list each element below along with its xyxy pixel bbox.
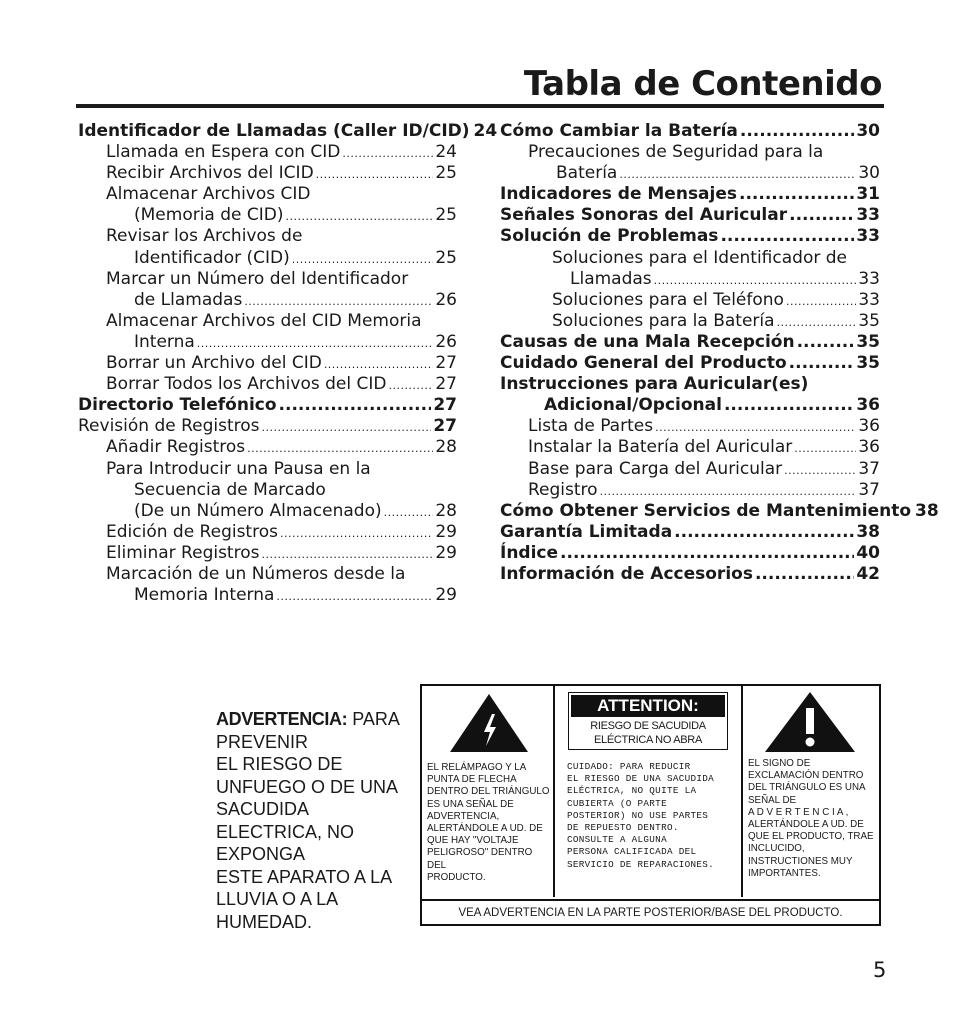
warning-line: PARA — [352, 709, 400, 729]
toc-entry-title: Lista de Partes — [528, 416, 654, 437]
toc-entry-page: 26 — [435, 331, 457, 352]
toc-entry — [500, 184, 880, 205]
caution-text-line: EL SIGNO DE — [748, 758, 811, 769]
toc-entry-title: Registro — [528, 479, 598, 500]
toc-entry-title: Para Introducir una Pausa en la — [106, 458, 371, 479]
toc-dot-leader — [789, 353, 855, 374]
toc-entry — [78, 480, 457, 501]
caution-text-line: CUBIERTA (O PARTE — [567, 797, 667, 809]
warning-line: ELECTRICA, NO — [216, 821, 355, 842]
toc-entry — [78, 585, 457, 606]
toc-dot-leader — [342, 143, 433, 164]
toc-entry-title: Información de Accesorios — [500, 563, 753, 584]
toc-entry — [500, 121, 880, 142]
toc-entry — [78, 437, 457, 458]
toc-entry-title: Adicional/Opcional — [544, 395, 722, 416]
toc-entry-title: Soluciones para el Identificador de — [552, 247, 847, 268]
toc-entry — [500, 522, 880, 543]
toc-entry-page: 30 — [858, 163, 880, 184]
toc-entry-title: Soluciones para la Batería — [552, 310, 775, 331]
toc-entry-page: 27 — [433, 395, 457, 416]
toc-dot-leader — [786, 291, 856, 312]
toc-entry — [78, 353, 457, 374]
warning-line: ESTE APARATO A LA — [216, 866, 393, 887]
toc-entry-title: Precauciones de Seguridad para la — [528, 142, 824, 163]
toc-entry — [78, 501, 457, 522]
toc-entry-page: 25 — [435, 163, 457, 184]
toc-entry-page: 28 — [435, 500, 457, 521]
toc-dot-leader — [280, 523, 433, 544]
toc-entry — [78, 543, 457, 564]
exclamation-warning-icon — [763, 690, 857, 754]
toc-entry — [78, 269, 457, 290]
toc-dot-leader — [261, 544, 433, 565]
caution-text-line: POSTERIOR) NO USE PARTES — [567, 809, 709, 821]
toc-entry-page: 24 — [435, 142, 457, 163]
toc-entry-title: Marcar un Número del Identificador — [106, 268, 409, 289]
toc-entry — [500, 142, 880, 163]
toc-entry-title: Índice — [500, 542, 559, 563]
toc-entry-page: 38 — [915, 500, 939, 521]
toc-dot-leader — [262, 417, 432, 438]
caution-text-line: ALERTÁNDOLE A UD. DE — [748, 819, 864, 831]
toc-entry-title: Memoria Interna — [134, 585, 275, 606]
toc-entry — [78, 142, 457, 163]
toc-entry — [500, 543, 880, 564]
toc-entry-page: 28 — [435, 437, 457, 458]
toc-entry-title: Almacenar Archivos CID — [106, 184, 311, 205]
toc-right-column — [500, 121, 939, 585]
toc-dot-leader — [279, 395, 432, 416]
warning-line: LLUVIA O A LA — [216, 889, 339, 909]
caution-text-line: A D V E R T E N C I A , — [748, 806, 849, 818]
toc-entry — [78, 311, 457, 332]
toc-entry — [78, 522, 457, 543]
toc-dot-leader — [784, 460, 856, 481]
caution-text-line: DENTRO DEL TRIÁNGULO — [427, 786, 550, 798]
toc-entry — [78, 374, 457, 395]
toc-entry — [500, 290, 880, 311]
toc-entry-title: Llamadas — [570, 268, 652, 289]
lightning-warning-icon — [448, 692, 530, 754]
toc-entry-title: (De un Número Almacenado) — [134, 500, 382, 521]
caution-text-line: CONSULTE A ALGUNA — [567, 834, 667, 846]
toc-dot-leader — [384, 502, 434, 523]
toc-entry — [78, 121, 498, 142]
toc-entry-page: 40 — [856, 542, 880, 563]
toc-entry-page: 26 — [435, 289, 457, 310]
toc-entry — [78, 395, 457, 416]
toc-entry-title: Directorio Telefónico — [78, 395, 277, 416]
toc-entry-page: 27 — [435, 353, 457, 374]
toc-entry-page: 31 — [856, 184, 880, 205]
toc-entry-title: Identificador de Llamadas (Caller ID/CID) — [78, 121, 470, 141]
toc-dot-leader — [794, 438, 856, 459]
toc-entry-page: 35 — [856, 331, 880, 352]
toc-entry-title: Interna — [134, 331, 195, 352]
toc-entry-page: 35 — [858, 310, 880, 331]
toc-dot-leader — [316, 164, 434, 185]
toc-entry — [78, 248, 457, 269]
toc-entry-title: Instalar la Batería del Auricular — [528, 437, 793, 458]
toc-entry-title: Batería — [556, 163, 618, 184]
page-number: 5 — [873, 958, 887, 982]
toc-entry — [500, 353, 880, 374]
toc-entry-page: 25 — [435, 205, 457, 226]
page-title: Tabla de Contenido — [523, 64, 882, 104]
toc-entry-title: Revisión de Registros — [78, 416, 260, 437]
caution-text-line: QUE HAY "VOLTAJE — [427, 835, 519, 847]
toc-dot-leader — [292, 249, 434, 270]
toc-dot-leader — [789, 205, 854, 226]
caution-text-line: EXCLAMACIÓN DENTRO — [748, 770, 864, 782]
toc-dot-leader — [600, 481, 857, 502]
caution-text-line: DE REPUESTO DENTRO. — [567, 822, 679, 834]
caution-description — [567, 761, 741, 871]
toc-entry-title: Revisar los Archivos de — [106, 226, 303, 247]
toc-entry — [500, 248, 880, 269]
toc-entry-page: 33 — [858, 268, 880, 289]
warning-line: UNFUEGO O DE UNA — [216, 776, 399, 797]
toc-entry-title: Soluciones para el Teléfono — [552, 289, 784, 310]
toc-dot-leader — [324, 354, 434, 375]
warning-text — [216, 708, 416, 933]
toc-dot-leader — [247, 438, 433, 459]
toc-entry-title: Base para Carga del Auricular — [528, 458, 783, 479]
toc-entry-page: 29 — [435, 585, 457, 606]
toc-entry-title: Cómo Cambiar la Batería — [500, 121, 738, 141]
toc-entry-title: Cuidado General del Producto — [500, 353, 787, 374]
toc-entry-title: Solución de Problemas — [500, 226, 719, 247]
attention-sub-1: RIESGO DE SACUDIDA — [590, 720, 706, 732]
toc-entry — [500, 374, 880, 395]
toc-entry — [500, 480, 880, 501]
toc-entry — [78, 184, 457, 205]
toc-entry — [500, 311, 880, 332]
toc-dot-leader — [655, 417, 856, 438]
exclamation-cell — [743, 686, 879, 897]
toc-entry — [500, 269, 880, 290]
caution-text-line: PUNTA DE FLECHA — [427, 774, 517, 786]
toc-dot-leader — [755, 564, 854, 585]
toc-entry-title: Borrar un Archivo del CID — [106, 353, 322, 374]
warning-lead: ADVERTENCIA: — [216, 709, 348, 729]
caution-text-line: SERVICIO DE REPARACIONES. — [567, 858, 714, 870]
caution-text-line: EL RELÁMPAGO Y LA — [427, 762, 527, 773]
caution-text-line: ES UNA SEÑAL DE — [427, 798, 514, 810]
toc-entry — [78, 290, 457, 311]
toc-dot-leader — [654, 270, 857, 291]
caution-text-line: IMPORTANTES. — [748, 867, 821, 879]
toc-entry — [500, 459, 880, 480]
toc-entry — [78, 226, 457, 247]
toc-entry-page: 38 — [856, 521, 880, 542]
toc-entry-page: 35 — [856, 353, 880, 374]
toc-entry-title: Añadir Registros — [106, 437, 246, 458]
toc-entry-page: 36 — [858, 416, 880, 437]
lightning-description — [427, 762, 553, 884]
toc-dot-leader — [739, 184, 854, 205]
toc-entry-title: Señales Sonoras del Auricular — [500, 205, 788, 226]
warning-line: EXPONGA — [216, 844, 306, 864]
toc-dot-leader — [619, 164, 856, 185]
caution-text-line: PELIGROSO" DENTRO DEL — [427, 847, 533, 871]
toc-entry-title: Almacenar Archivos del CID Memoria — [106, 310, 422, 331]
toc-entry-title: Edición de Registros — [106, 521, 278, 542]
toc-entry — [78, 205, 457, 226]
caution-text-line: QUE EL PRODUCTO, TRAE — [748, 831, 874, 843]
warning-line: HUMEDAD. — [216, 911, 313, 932]
caution-text-line: CUIDADO: PARA REDUCIR — [567, 761, 691, 772]
lightning-cell — [422, 686, 555, 897]
toc-entry-title: Causas de una Mala Recepción — [500, 331, 795, 352]
toc-entry-title: Marcación de un Números desde la — [106, 563, 406, 584]
toc-entry-page: 30 — [856, 121, 880, 141]
toc-entry — [78, 332, 457, 353]
toc-entry-page: 36 — [858, 437, 880, 458]
toc-entry — [78, 459, 457, 480]
toc-entry-page: 29 — [435, 521, 457, 542]
attention-panel — [568, 692, 728, 750]
toc-entry — [500, 437, 880, 458]
toc-entry-title: de Llamadas — [134, 289, 243, 310]
toc-dot-leader — [740, 121, 854, 142]
toc-dot-leader — [797, 332, 855, 353]
attention-label: ATTENTION: — [571, 695, 725, 717]
caution-text-line: PRODUCTO. — [427, 871, 486, 883]
toc-entry-title: Borrar Todos los Archivos del CID — [106, 374, 387, 395]
toc-entry-title: Recibir Archivos del ICID — [106, 163, 314, 184]
toc-dot-leader — [286, 206, 434, 227]
toc-entry — [500, 416, 880, 437]
toc-entry-page: 29 — [435, 542, 457, 563]
toc-dot-leader — [276, 586, 433, 607]
caution-text-line: INCLUCIDO, — [748, 843, 805, 855]
toc-dot-leader — [674, 522, 854, 543]
caution-text-line: EL RIESGO DE UNA SACUDIDA — [567, 773, 714, 785]
toc-entry-title: Secuencia de Marcado — [134, 479, 326, 500]
toc-entry-page: 33 — [856, 226, 880, 247]
warning-line: SACUDIDA — [216, 799, 310, 819]
toc-entry — [500, 332, 880, 353]
toc-entry — [500, 226, 880, 247]
title-rule — [76, 104, 884, 108]
toc-entry — [500, 395, 880, 416]
caution-text-line: ALERTÁNDOLE A UD. DE — [427, 823, 543, 835]
toc-entry — [500, 500, 939, 522]
toc-entry-page: 33 — [856, 205, 880, 226]
toc-dot-leader — [244, 291, 433, 312]
toc-entry — [500, 564, 880, 585]
toc-entry-title: Cómo Obtener Servicios de Mantenimiento — [500, 500, 912, 521]
toc-entry-page: 42 — [856, 563, 880, 584]
toc-entry-title: Eliminar Registros — [106, 542, 260, 563]
toc-dot-leader — [388, 375, 433, 396]
caution-text-line: ADVERTENCIA, — [427, 810, 500, 822]
toc-dot-leader — [197, 333, 434, 354]
toc-entry — [500, 205, 880, 226]
toc-entry-page: 24 — [473, 121, 498, 141]
toc-entry-title: Garantía Limitada — [500, 521, 673, 542]
toc-entry-page: 37 — [858, 458, 880, 479]
toc-entry-page: 37 — [858, 479, 880, 500]
toc-dot-leader — [560, 543, 854, 564]
toc-entry — [78, 564, 457, 585]
toc-entry-title: Llamada en Espera con CID — [106, 142, 341, 163]
caution-box — [420, 684, 881, 926]
toc-entry — [500, 163, 880, 184]
toc-entry-title: Identificador (CID) — [134, 247, 290, 268]
toc-entry-page: 27 — [433, 416, 457, 437]
toc-entry-page: 27 — [435, 374, 457, 395]
toc-dot-leader — [777, 312, 857, 333]
toc-dot-leader — [724, 395, 854, 416]
toc-entry-title: (Memoria de CID) — [134, 205, 284, 226]
caution-footer: VEA ADVERTENCIA EN LA PARTE POSTERIOR/BASE DEL PRODUCTO. — [422, 899, 879, 926]
toc-entry-page: 36 — [856, 395, 880, 416]
toc-entry-page: 25 — [435, 247, 457, 268]
caution-text-line: SEÑAL DE — [748, 794, 797, 806]
caution-text-line: DEL TRIÁNGULO ES UNA — [748, 782, 866, 794]
caution-text-line: INSTRUCTIONES MUY — [748, 855, 853, 867]
toc-entry — [78, 163, 457, 184]
warning-line: EL RIESGO DE — [216, 754, 343, 774]
attention-cell — [555, 686, 743, 897]
toc-entry-title: Indicadores de Mensajes — [500, 184, 738, 205]
toc-entry-title: Instrucciones para Auricular(es) — [500, 374, 809, 395]
toc-entry — [78, 416, 457, 437]
exclamation-description — [748, 758, 878, 880]
toc-left-column — [78, 121, 498, 606]
toc-entry-page: 33 — [858, 289, 880, 310]
attention-sub-2: ELÉCTRICA NO ABRA — [594, 734, 702, 746]
warning-line: PREVENIR — [216, 731, 309, 752]
toc-dot-leader — [720, 226, 854, 247]
caution-text-line: PERSONA CALIFICADA DEL — [567, 846, 697, 858]
caution-text-line: ELÉCTRICA, NO QUITE LA — [567, 785, 697, 797]
